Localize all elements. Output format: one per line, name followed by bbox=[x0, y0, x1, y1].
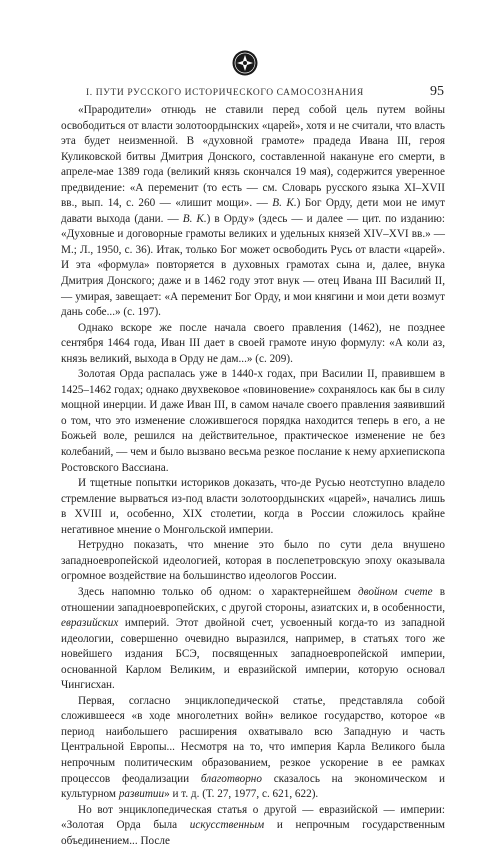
italic-run: искусственным bbox=[189, 819, 265, 832]
paragraph bbox=[61, 476, 445, 538]
italic-run: В. К. bbox=[182, 212, 207, 225]
paragraph bbox=[61, 321, 445, 368]
body-text bbox=[61, 103, 445, 849]
text-run: в отношении западноевропейских, с другой стороны, азиатских и, в особенности, bbox=[61, 585, 445, 614]
running-title: I. ПУТИ РУССКОГО ИСТОРИЧЕСКОГО САМОСОЗНАНИЯ bbox=[86, 88, 364, 98]
text-run: империй. Этот двойной счет, усвоенный когда-то из западной идеологии, совершенно очевидно выразился, например, в статьях того же новейшего издания БСЭ, посвященных западноевропейской империи, основанной Карлом Великим, и евразийской империи, которую основал Чингисхан. bbox=[61, 617, 445, 692]
text-run: Здесь напомню только об одном: о характернейшем bbox=[78, 585, 358, 598]
paragraph bbox=[61, 538, 445, 585]
text-run: сказалось на экономическом и культурном bbox=[61, 772, 445, 801]
text-run: Нетрудно показать, что мнение это было по сути дела внушено западноевропейской идеологией, которая в послепетровскую эпоху оказывала огромное воздействие на большинство идеологов России. bbox=[61, 539, 445, 583]
italic-run: благотворно bbox=[200, 772, 262, 785]
paragraph bbox=[61, 694, 445, 803]
italic-run: В. К. bbox=[272, 197, 297, 210]
text-run: и непрочным государственным объединением... После bbox=[61, 819, 445, 847]
text-run: Однако вскоре же после начала своего правления (1462), не позднее сентября 1464 года, Иван III дает в своей грамоте иную формулу: «А коли аз, князь великий, выхода в Орду не дам...» (с. 209). bbox=[61, 321, 445, 365]
text-run: «Прародители» отнюдь не ставили перед собой цель путем войны освободиться от власти золотоордынских «царей», хотя и не считали, что власть эта будет неизменной. В «духовной грамоте» прадеда Ивана III, героя Куликовской битвы Дмитрия Донского, составленной накануне его смерти, в апреле-мае 1389 года (великий князь скончался 19 мая), содержится уверенное предвидение: «А переменит (то есть — см. Словарь русского языка XI–XVII вв., вып. 14, с. 260 — «лишит мощи». — bbox=[61, 104, 445, 210]
text-run: Но вот энциклопедическая статья о другой — евразийской — империи: «Золотая Орда была bbox=[61, 803, 445, 832]
text-run: Золотая Орда распалась уже в 1440-х годах, при Василии II, правившем в 1425–1462 годах; однако двухвековое «повиновение» сохранялось как бы в силу мощной инерции. И даже Иван III, в самом начале своего правления заявивший о том, что это изменение сложившегося порядка находится теперь в его, а не Божьей воле, решился на действительное, практическое изменение не без колебаний, — чем и было вызвано весьма резкое послание к нему архиепископа Ростовского Вассиана. bbox=[61, 368, 445, 474]
italic-run: двойном счете bbox=[357, 585, 433, 598]
page-number: 95 bbox=[430, 84, 444, 99]
text-run: » и т. д. (Т. 27, 1977, с. 621, 622). bbox=[164, 788, 319, 801]
text-run: ) Бог Орду, дети мои не имут давати выхода (дани. — bbox=[61, 197, 446, 225]
text-run: ) в Орду» (здесь — и далее — цит. по изданию: «Духовные и договорные грамоты великих и удельных князей XIV–XVI вв.» — М.; Л., 1950, с. 36). Итак, только Бог может освободить Русь от власти «царей». И эта «формула» повторяется в духовных грамотах сына и, далее, внука Дмитрия Донского; даже и в 1462 году этот внук — отец Ивана III Василий II, — умирая, завещает: «А переменит Бог Орду, и мои княгини и мои дети возмут дань собе...» (с. 197). bbox=[61, 212, 445, 319]
italic-run: развитии bbox=[118, 788, 165, 801]
paragraph bbox=[61, 585, 445, 694]
paragraph bbox=[61, 367, 445, 476]
ornament-emblem-icon bbox=[232, 50, 258, 76]
running-head bbox=[86, 84, 444, 100]
paragraph bbox=[61, 803, 445, 849]
text-run: Первая, согласно энциклопедической статье, представляла собой сложившееся «в ходе многолетних войн» великое государство, которое «в период наибольшего расширения охватывало всю Западную и часть Центральной Европы... Несмотря на то, что империя Карла Великого была непрочным политическим образованием, резкое ускорение в ее рамках процессов феодализации bbox=[61, 694, 445, 785]
italic-run: евразийских bbox=[61, 617, 119, 630]
paragraph bbox=[61, 103, 445, 321]
text-run: И тщетные попытки историков доказать, что-де Русью неотступно владело стремление вырваться из-под власти золотоордынских «царей», начались лишь в XVIII и, особенно, XIX столетии, когда в России сложилось крайне негативное мнение о Монгольской империи. bbox=[61, 477, 445, 536]
